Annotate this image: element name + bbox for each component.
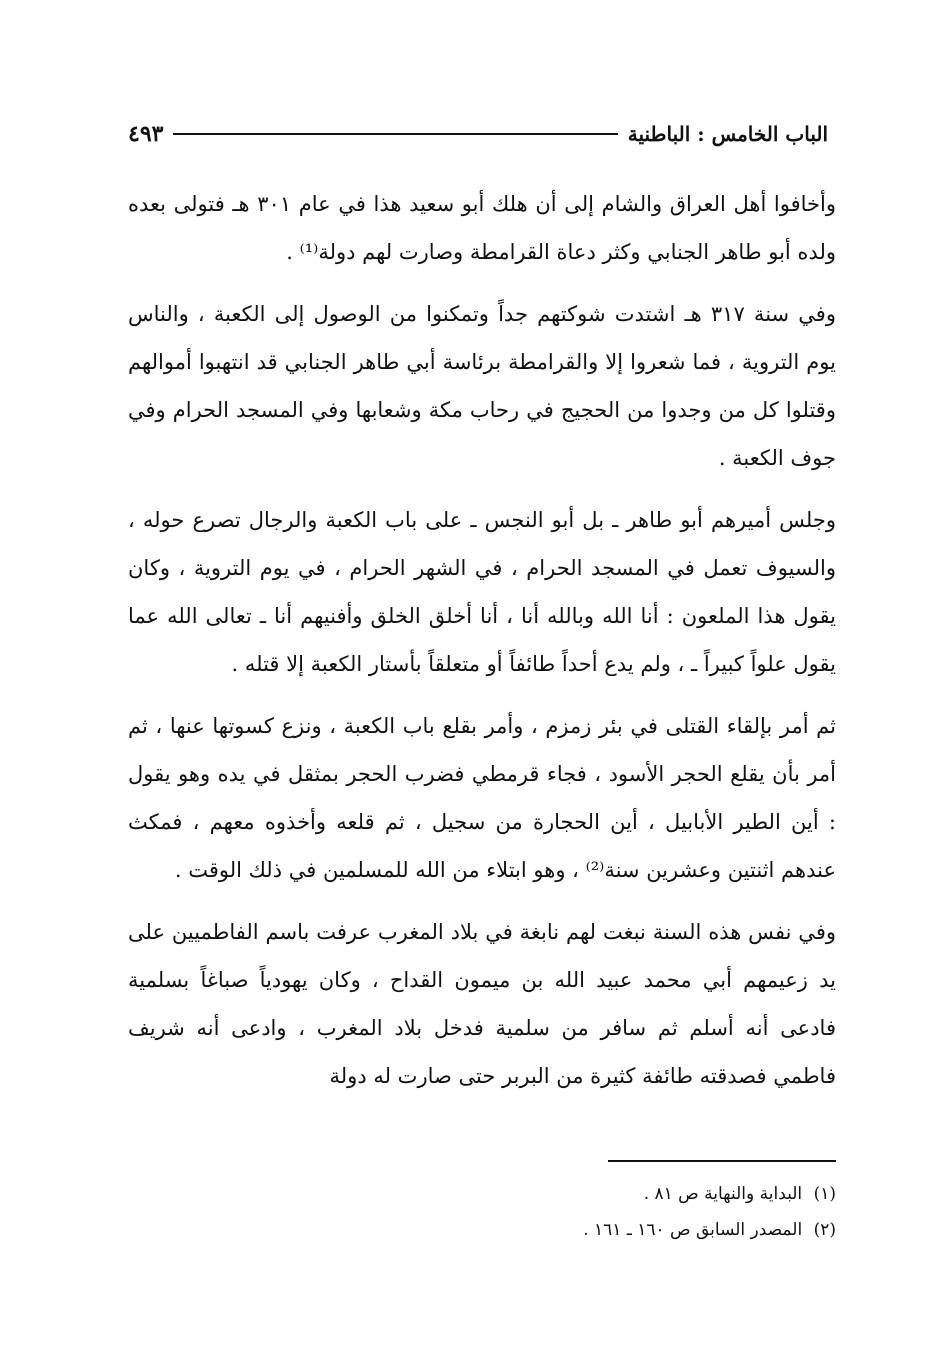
header-rule [173,133,617,135]
paragraph: ثم أمر بإلقاء القتلى في بئر زمزم ، وأمر بقلع باب الكعبة ، ونزع كسوتها عنها ، ثم أمر بأن يقلع الحجر الأسود ، فجاء قرمطي فضرب الحجر بمثقل في يده وهو يقول : أين الطير الأبابيل ، أين الحجارة من سجيل ، ثم قلعه وأخذوه معهم ، فمكث عندهم اثنتين وعشرين سنة⁽²⁾ ، وهو ابتلاء من الله للمسلمين في ذلك الوقت . [128,714,836,882]
footnote-rule [608,1160,836,1162]
footnote-text: المصدر السابق ص ١٦٠ ـ ١٦١ . [583,1220,803,1240]
running-title: الباب الخامس : الباطنية [627,122,828,146]
paragraph: وفي نفس هذه السنة نبغت لهم نابغة في بلاد المغرب عرفت باسم الفاطميين على يد زعيمهم أبي محمد عبيد الله بن ميمون القداح ، وكان يهودياً صباغاً بسلمية فادعى أنه أسلم ثم سافر من سلمية فدخل بلاد المغرب ، وادعى أنه شريف فاطمي فصدقته طائفة كثيرة من البربر حتى صارت له دولة [128,920,836,1088]
footnote-number: (١) [813,1184,836,1204]
paragraph: وفي سنة ٣١٧ هـ اشتدت شوكتهم جداً وتمكنوا من الوصول إلى الكعبة ، والناس يوم التروية ، فما شعروا إلا والقرامطة برئاسة أبي طاهر الجنابي قد انتهبوا أموالهم وقتلوا كل من وجدوا من الحجيج في رحاب مكة وشعابها وفي المسجد الحرام وفي جوف الكعبة . [128,302,836,470]
footnote-text: البداية والنهاية ص ٨١ . [643,1184,803,1204]
footnote [128,1212,836,1248]
page-number: ٤٩٣ [128,121,164,147]
footnotes [128,1176,836,1248]
footnote-number: (٢) [813,1220,836,1240]
body-text [128,180,836,1114]
page-header [128,116,828,152]
paragraph: وجلس أميرهم أبو طاهر ـ بل أبو النجس ـ على باب الكعبة والرجال تصرع حوله ، والسيوف تعمل في المسجد الحرام ، في الشهر الحرام ، في يوم التروية ، وكان يقول هذا الملعون : أنا الله وبالله أنا ، أنا أخلق الخلق وأفنيهم أنا ـ تعالى الله عما يقول علواً كبيراً ـ ، ولم يدع أحداً طائفاً أو متعلقاً بأستار الكعبة إلا قتله . [128,508,836,676]
footnote [128,1176,836,1212]
paragraph: وأخافوا أهل العراق والشام إلى أن هلك أبو سعيد هذا في عام ٣٠١ هـ فتولى بعده ولده أبو طاهر الجنابي وكثر دعاة القرامطة وصارت لهم دولة⁽¹⁾ . [128,192,836,264]
